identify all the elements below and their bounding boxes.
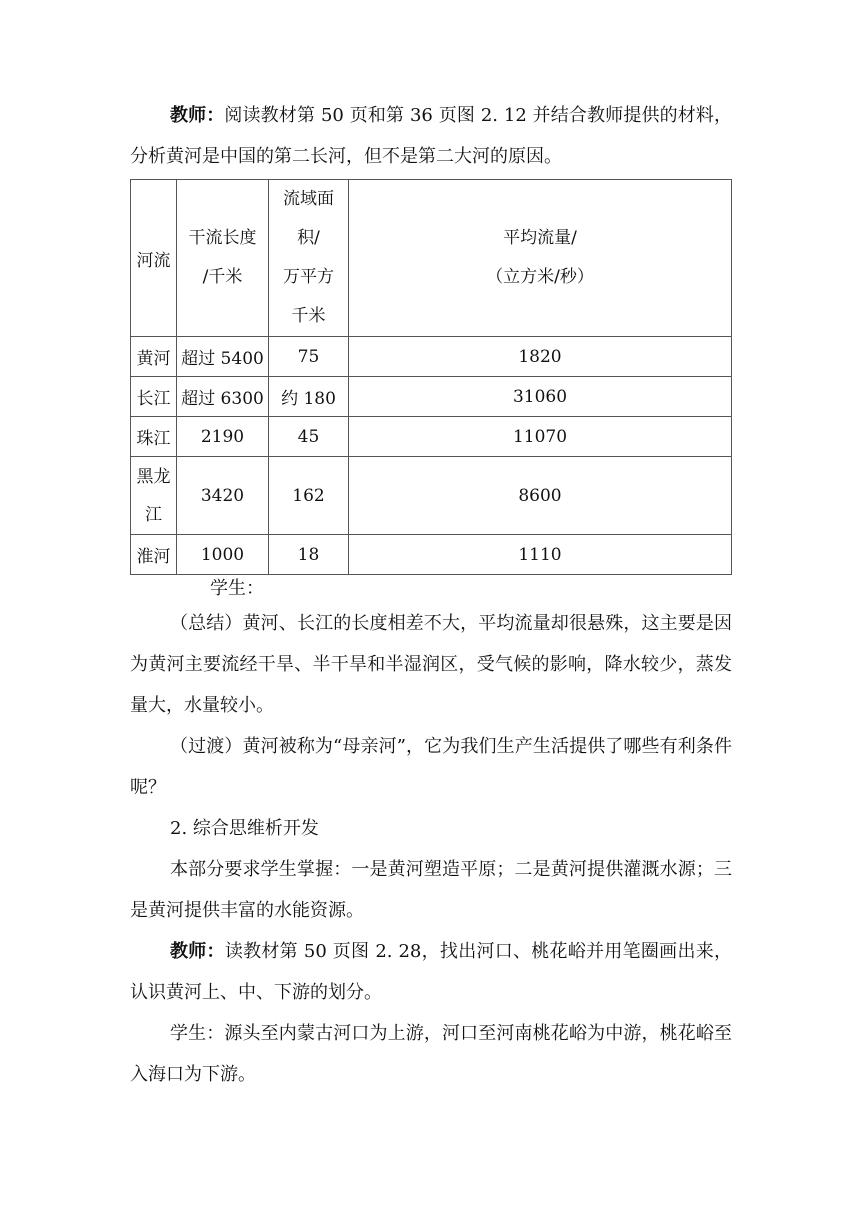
river-name-cell: 珠江 bbox=[131, 417, 177, 457]
summary-text: 黄河、长江的长度相差不大，平均流量却很悬殊，这主要是因为黄河主要流经干旱、半干旱和半湿润区，受气候的影响，降水较少，蒸发量大，水量较小。 bbox=[130, 613, 733, 716]
river-name-cell: 黄河 bbox=[131, 337, 177, 377]
teacher-intro-text: 阅读教材第 50 页和第 36 页图 2. 12 并结合教师提供的材料，分析黄河是中国的第二长河，但不是第二大河的原因。 bbox=[130, 105, 732, 167]
header-length: 干流长度 /千米 bbox=[177, 180, 269, 337]
section-heading: 2. 综合思维析开发 bbox=[170, 818, 319, 839]
area-cell: 约 180 bbox=[269, 377, 349, 417]
transition-text: 黄河被称为“母亲河”，它为我们生产生活提供了哪些有利条件呢？ bbox=[130, 736, 733, 798]
river-name-cell: 长江 bbox=[131, 377, 177, 417]
teacher-paragraph bbox=[130, 931, 732, 1013]
area-cell: 162 bbox=[269, 457, 349, 535]
table-row bbox=[131, 457, 732, 535]
student-label: 学生： bbox=[210, 578, 264, 599]
length-cell: 超过 5400 bbox=[177, 337, 269, 377]
student-speaker-label: 学生： bbox=[170, 1023, 225, 1044]
section-body-paragraph: 本部分要求学生掌握：一是黄河塑造平原；二是黄河提供灌溉水源；三是黄河提供丰富的水能资源。 bbox=[130, 859, 732, 921]
table-row bbox=[131, 417, 732, 457]
student-paragraph bbox=[130, 1013, 732, 1095]
table-row bbox=[131, 337, 732, 377]
river-name-cell: 黑龙江 bbox=[131, 457, 177, 535]
teacher-intro-paragraph bbox=[130, 95, 732, 177]
area-cell: 45 bbox=[269, 417, 349, 457]
teacher-label: 教师： bbox=[170, 105, 225, 126]
area-cell: 75 bbox=[269, 337, 349, 377]
length-cell: 超过 6300 bbox=[177, 377, 269, 417]
summary-tag: （总结） bbox=[170, 613, 243, 634]
student-label-line bbox=[130, 575, 732, 603]
area-cell: 18 bbox=[269, 535, 349, 575]
table-header-row bbox=[131, 180, 732, 337]
length-cell: 2190 bbox=[177, 417, 269, 457]
header-flow: 平均流量/ （立方米/秒） bbox=[349, 180, 732, 337]
teacher-label: 教师： bbox=[170, 941, 225, 962]
transition-paragraph bbox=[130, 726, 732, 808]
river-comparison-table bbox=[130, 179, 732, 575]
teacher-text: 读教材第 50 页图 2. 28，找出河口、桃花峪并用笔圈画出来，认识黄河上、中、下游的划分。 bbox=[130, 941, 732, 1003]
transition-tag: （过渡） bbox=[170, 736, 243, 757]
student-text: 源头至内蒙古河口为上游，河口至河南桃花峪为中游，桃花峪至入海口为下游。 bbox=[130, 1023, 733, 1085]
flow-cell: 31060 bbox=[349, 377, 732, 417]
length-cell: 3420 bbox=[177, 457, 269, 535]
flow-cell: 1820 bbox=[349, 337, 732, 377]
length-cell: 1000 bbox=[177, 535, 269, 575]
flow-cell: 1110 bbox=[349, 535, 732, 575]
flow-cell: 8600 bbox=[349, 457, 732, 535]
document-page bbox=[130, 95, 732, 1095]
summary-paragraph bbox=[130, 603, 732, 726]
table-row bbox=[131, 377, 732, 417]
header-river: 河流 bbox=[131, 180, 177, 337]
header-area: 流域面 积/ 万平方 千米 bbox=[269, 180, 349, 337]
river-name-cell: 淮河 bbox=[131, 535, 177, 575]
flow-cell: 11070 bbox=[349, 417, 732, 457]
table-row bbox=[131, 535, 732, 575]
